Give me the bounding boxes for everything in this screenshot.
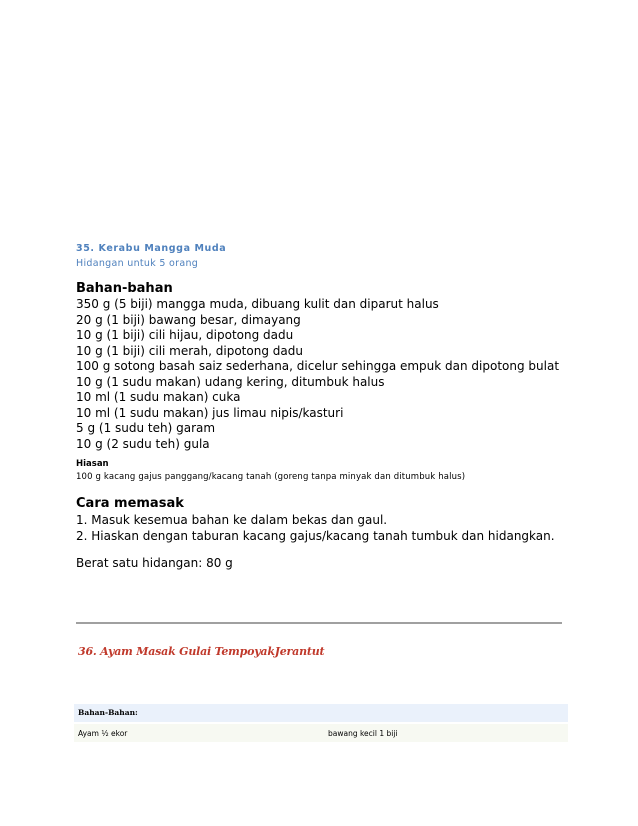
ingredient-item: 10 g (2 sudu teh) gula (76, 436, 210, 451)
section-divider (76, 622, 562, 624)
ingredient-item: 10 g (1 biji) cili hijau, dipotong dadu (76, 328, 294, 342)
ingredients-heading: Bahan-bahan (76, 281, 173, 296)
ingredients-table-header (74, 704, 568, 722)
table-row (74, 724, 568, 742)
recipe2-title: 36. Ayam Masak Gulai TempoyakJerantut (78, 645, 325, 658)
garnish-heading: Hiasan (76, 459, 109, 469)
ingredient-item: 10 g (1 sudu makan) udang kering, ditumbuk halus (76, 374, 385, 389)
ingredient-item: 20 g (1 biji) bawang besar, dimayang (76, 312, 301, 327)
table-header-label: Bahan-Bahan: (78, 708, 138, 717)
recipe-title: 35. Kerabu Mangga Muda (76, 243, 227, 254)
ingredient-item: 350 g (5 biji) mangga muda, dibuang kulit dan diparut halus (76, 297, 439, 311)
ingredient-item: 100 g sotong basah saiz sederhana, dicelur sehingga empuk dan dipotong bulat (76, 359, 560, 373)
ingredients-list (76, 297, 559, 452)
table-cell: Ayam ½ ekor (78, 729, 128, 738)
ingredient-item: 10 g (1 biji) cili merah, dipotong dadu (76, 343, 303, 358)
ingredient-item: 10 ml (1 sudu makan) jus limau nipis/kasturi (76, 405, 344, 420)
method-steps (76, 512, 555, 544)
ingredient-item: 10 ml (1 sudu makan) cuka (76, 390, 241, 404)
recipe-servings: Hidangan untuk 5 orang (76, 258, 199, 269)
method-step: 1. Masuk kesemua bahan ke dalam bekas dan gaul. (76, 513, 388, 527)
serving-weight: Berat satu hidangan: 80 g (76, 556, 233, 570)
method-step: 2. Hiaskan dengan taburan kacang gajus/kacang tanah tumbuk dan hidangkan. (76, 529, 555, 543)
ingredient-item: 5 g (1 sudu teh) garam (76, 421, 216, 435)
method-heading: Cara memasak (76, 496, 184, 511)
table-cell: bawang kecil 1 biji (328, 729, 398, 738)
garnish-text: 100 g kacang gajus panggang/kacang tanah (goreng tanpa minyak dan ditumbuk halus) (76, 472, 466, 482)
